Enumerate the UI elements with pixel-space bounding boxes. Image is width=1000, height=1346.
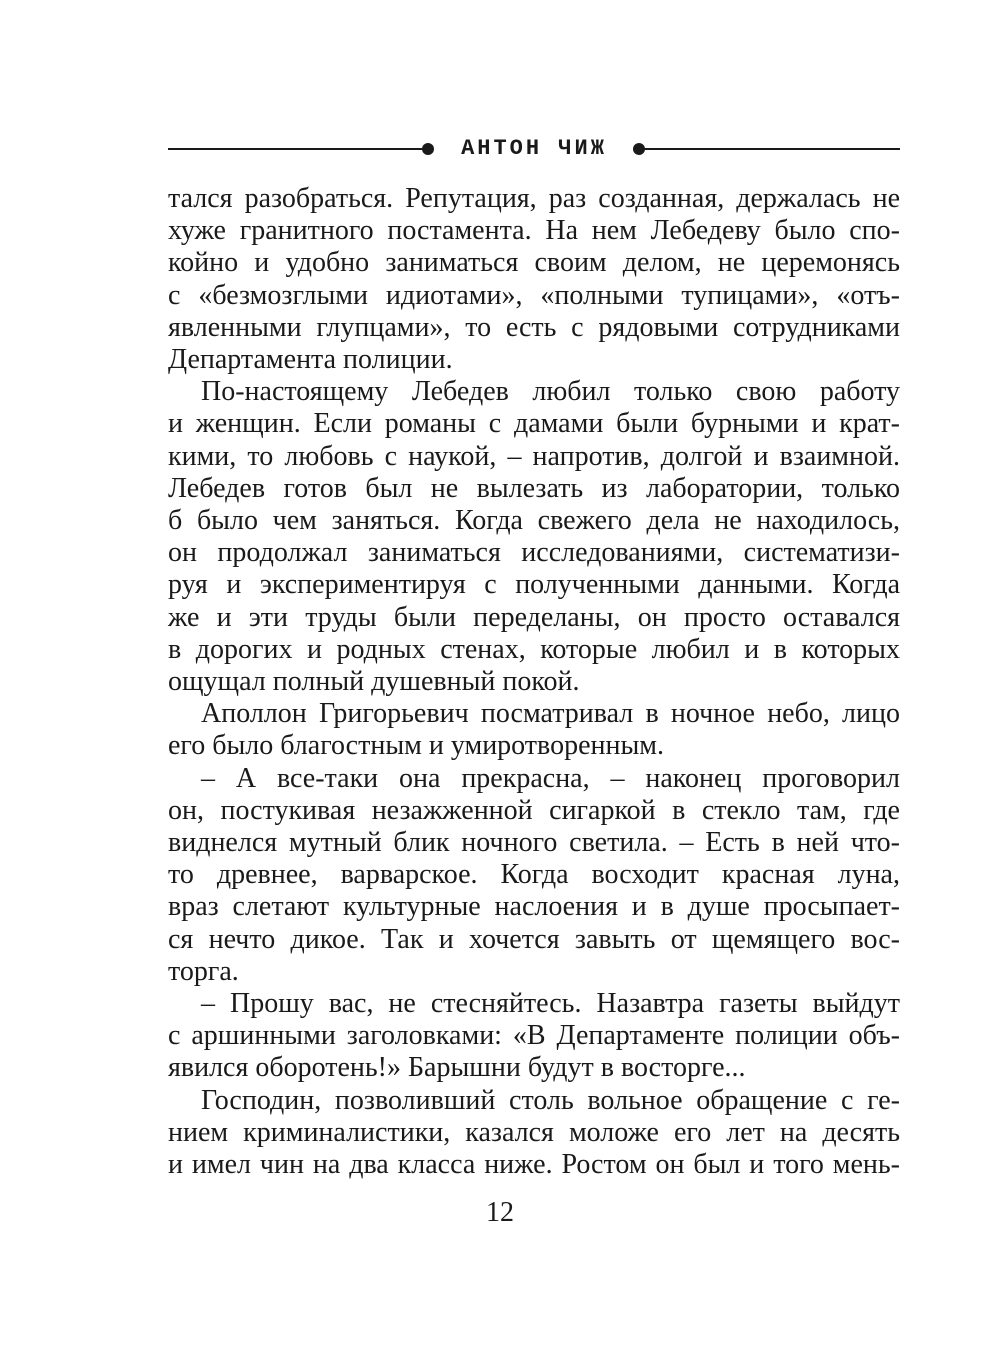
text-line: в дорогих и родных стенах, которые любил и в которых [168,633,900,665]
text-line: ощущал полный душевный покой. [168,666,580,698]
text-line: с аршинными заголовками: «В Департаменте полиции объ- [168,1020,900,1052]
text-line: руя и экспериментируя с полученными данными. Когда [168,569,900,601]
text-line: тался разобраться. Репутация, раз созданная, держалась не [168,183,900,214]
paragraph [168,376,900,698]
text-line: явленными глупцами», то есть с рядовыми сотрудниками [168,311,900,343]
text-line: – Прошу вас, не стесняйтесь. Назавтра газеты выйдут [201,988,900,1020]
text-line: враз слетают культурные наслоения и в душе просыпает- [168,891,900,923]
text-line: он, постукивая незажженной сигаркой в стекло там, где [168,794,900,826]
text-line: то древнее, варварское. Когда восходит красная луна, [168,859,900,891]
text-line: и женщин. Если романы с дамами были бурными и крат- [168,408,900,440]
paragraph [168,988,900,1085]
body-text [168,183,900,1181]
text-line: Господин, позволивший столь вольное обращение с ге- [201,1084,900,1116]
text-line: кими, то любовь с наукой, – напротив, долгой и взаимной. [168,440,900,472]
header-ornament-dot-left [422,143,434,155]
text-line: явился оборотень!» Барышни будут в восторге... [168,1052,746,1084]
text-line: Аполлон Григорьевич посматривал в ночное небо, лицо [201,698,900,730]
text-line: Департамента полиции. [168,344,453,376]
text-line: койно и удобно заниматься своим делом, не церемонясь [168,247,900,279]
text-line: же и эти труды были переделаны, он просто оставался [168,601,900,633]
header-rule-left [168,148,424,150]
text-line: торга. [168,955,239,987]
paragraph [168,763,900,988]
text-line: хуже гранитного постамента. На нем Лебедеву было спо- [168,215,900,247]
text-line: – А все-таки она прекрасна, – наконец проговорил [201,762,900,794]
text-line: По-настоящему Лебедев любил только свою работу [201,376,900,408]
text-line: и имел чин на два класса ниже. Ростом он был и того мень- [168,1149,900,1181]
paragraph [168,183,900,376]
text-line: его было благостным и умиротворенным. [168,730,665,762]
text-line: с «безмозглыми идиотами», «полными тупицами», «отъ- [168,279,900,311]
running-header [168,136,900,162]
paragraph [168,698,900,762]
text-line: нием криминалистики, казался моложе его лет на десять [168,1116,900,1148]
paragraph [168,1085,900,1182]
header-rule-right [642,148,900,150]
text-line: Лебедев готов был не вылезать из лаборатории, только [168,472,900,504]
text-line: виднелся мутный блик ночного светила. – Есть в ней что- [168,827,900,859]
page-number: 12 [486,1197,514,1228]
text-line: он продолжал заниматься исследованиями, систематизи- [168,537,900,569]
running-title: АНТОН ЧИЖ [461,136,607,161]
text-line: ся нечто дикое. Так и хочется завыть от щемящего вос- [168,923,900,955]
text-line: б было чем заняться. Когда свежего дела не находилось, [168,505,900,537]
